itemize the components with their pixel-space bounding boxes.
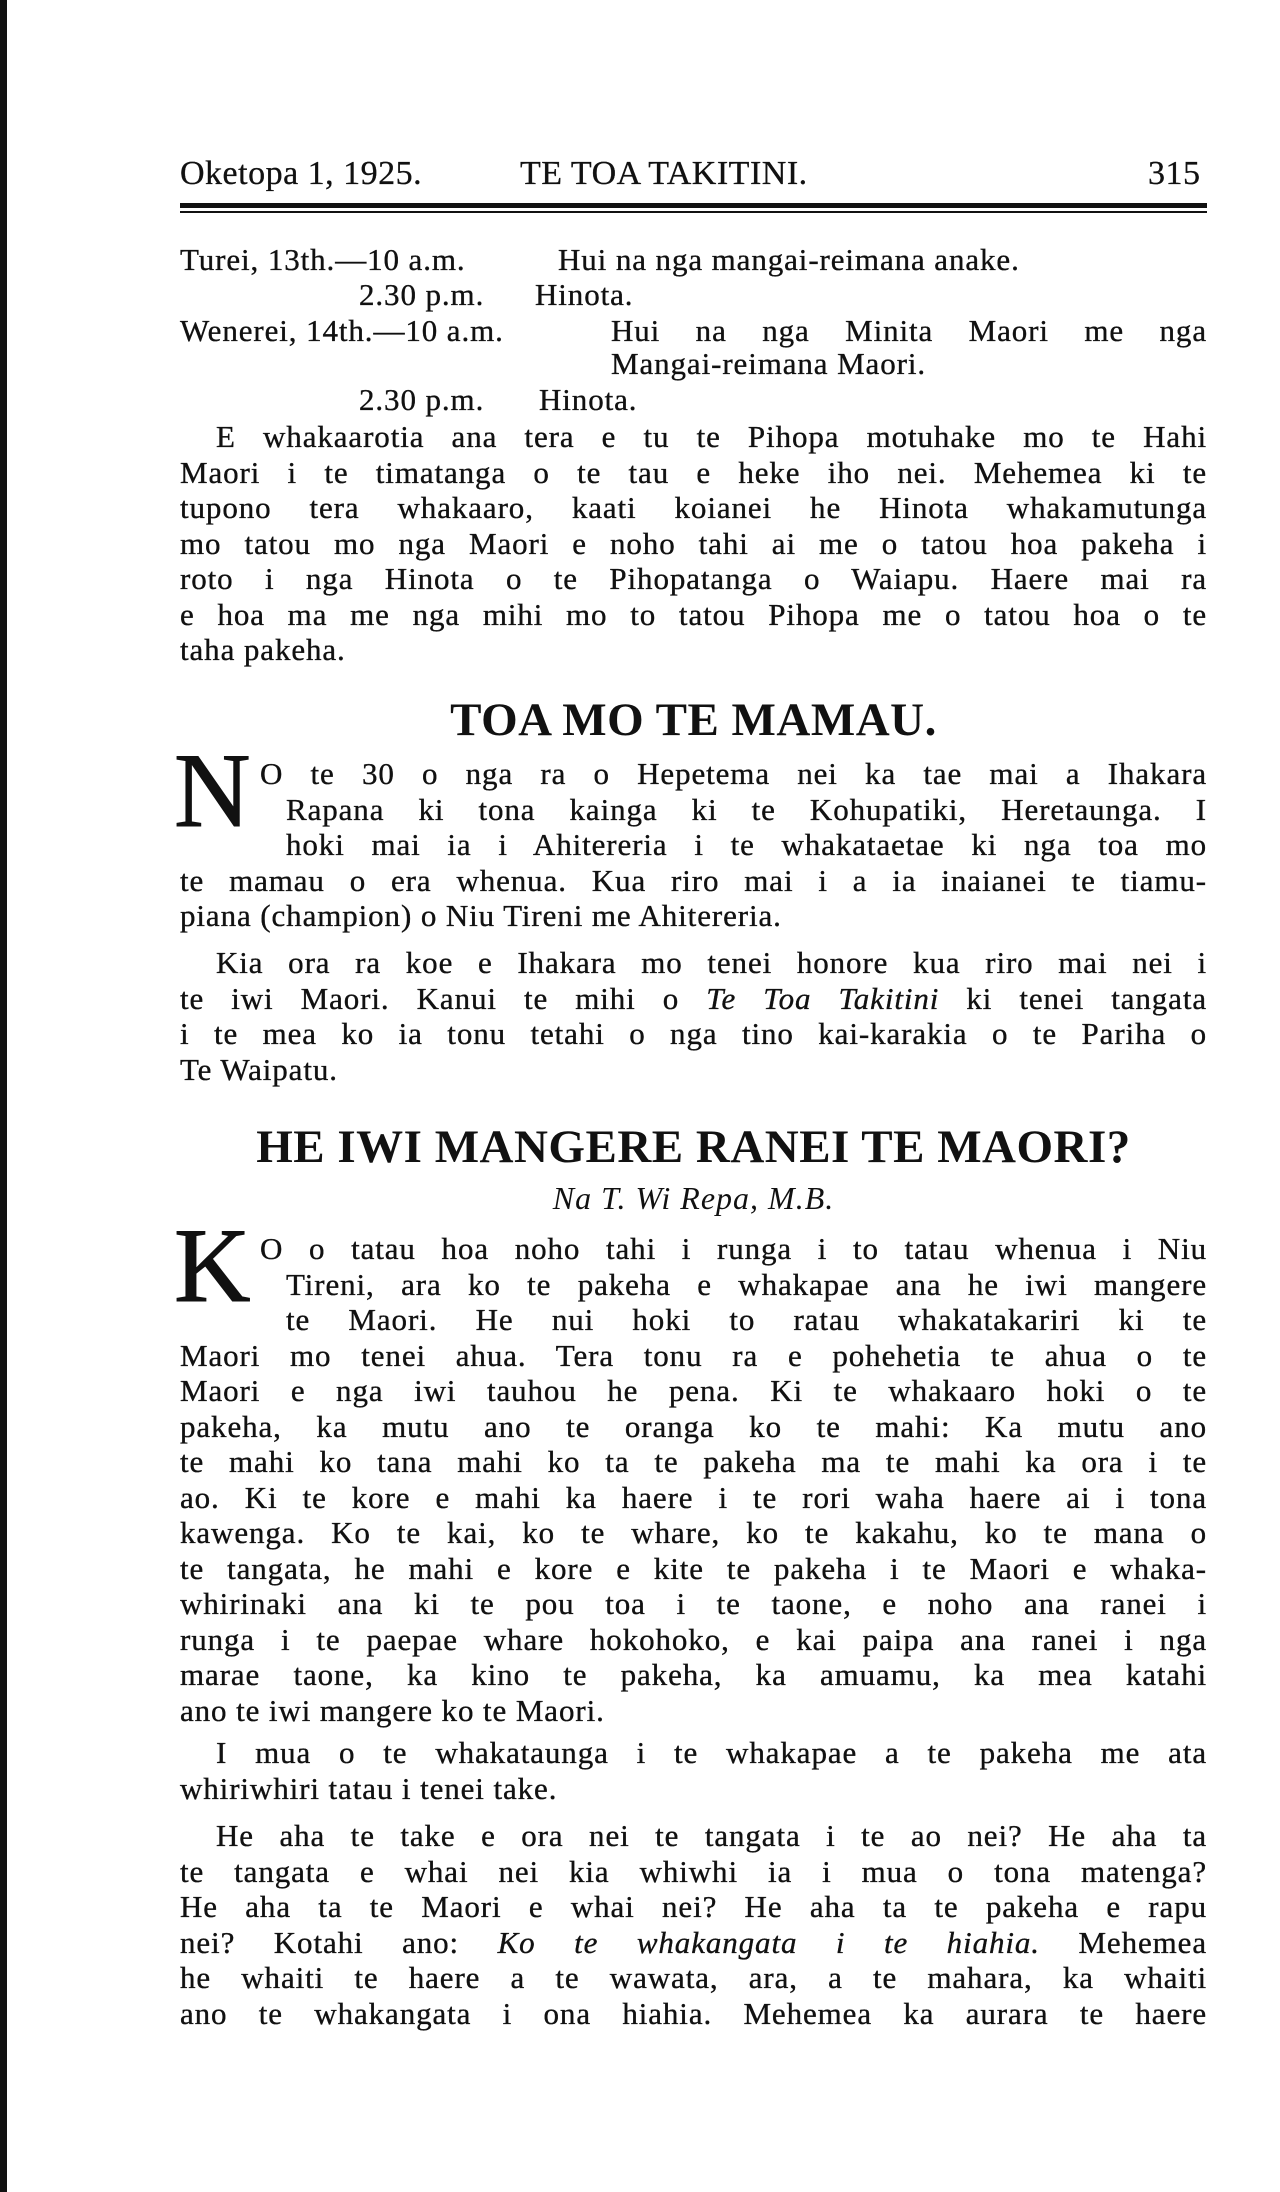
text-line: taha pakeha.	[180, 632, 346, 667]
schedule-day: Turei, 13th.—10 a.m.	[180, 242, 466, 277]
article-byline: Na T. Wi Repa, M.B.	[552, 1180, 835, 1216]
schedule-day: Wenerei, 14th.—10 a.m.	[180, 313, 504, 348]
text-line: te mamau o era whenua. Kua riro mai i a ia inaianei te tiamu-	[180, 862, 1207, 898]
article-paragraph	[180, 1231, 1207, 1728]
text-line: e hoa ma me nga mihi mo to tatou Pihopa me o tatou hoa o te	[180, 596, 1207, 632]
text-line: te tangata, he mahi e kore e kite te pakeha i te Maori e whaka-	[180, 1550, 1207, 1586]
article-heading: HE IWI MANGERE RANEI TE MAORI?	[256, 1121, 1131, 1173]
schedule-event: Mangai-reimana Maori.	[611, 346, 927, 381]
section-heading-wrestling: TOA MO TE MAMAU.	[450, 694, 937, 746]
text-line: O te 30 o nga ra o Hepetema nei ka tae mai a Ihakara	[260, 756, 1207, 791]
text-line: I mua o te whakataunga i te whakapae a te pakeha me ata	[216, 1735, 1207, 1770]
text-segment: te iwi Maori. Kanui te mihi o	[180, 980, 707, 1016]
sport-paragraph	[180, 756, 1207, 934]
header-date: Oketopa 1, 1925.	[180, 155, 423, 192]
schedule-event: Hui na nga mangai-reimana anake.	[558, 242, 1020, 277]
text-line: i te mea ko ia tonu tetahi o nga tino kai-karakia o te Pariha o	[180, 1016, 1207, 1051]
text-line: pakeha, ka mutu ano te oranga ko te mahi: Ka mutu ano	[180, 1408, 1207, 1444]
text-line: roto i nga Hinota o te Pihopatanga o Waiapu. Haere mai ra	[180, 561, 1207, 596]
text-line: te Maori. He nui hoki to ratau whakatakariri ki te	[286, 1302, 1207, 1337]
schedule-event: Hinota.	[535, 277, 634, 312]
text-line: piana (champion) o Niu Tireni me Ahitereria.	[180, 898, 782, 933]
schedule-event: Hui na nga Minita Maori me nga	[611, 313, 1207, 348]
text-line: ano te whakangata i ona hiahia. Mehemea ka aurara te haere	[180, 1995, 1207, 2031]
text-line: te tangata e whai nei kia whiwhi ia i mua o tona matenga?	[180, 1853, 1207, 1889]
italic-title: Ko te whakangata i te hiahia.	[497, 1924, 1040, 1960]
text-line: Kia ora ra koe e Ihakara mo tenei honore kua riro mai nei i	[216, 945, 1207, 980]
text-line: kawenga. Ko te kai, ko te whare, ko te kakahu, ko te mana o	[180, 1515, 1207, 1550]
text-line: Te Waipatu.	[180, 1051, 338, 1087]
italic-title: Te Toa Takitini	[706, 980, 940, 1016]
text-line: Rapana ki tona kainga ki te Kohupatiki, Heretaunga. I	[286, 791, 1207, 827]
page-edge	[0, 0, 7, 2192]
text-segment: Mehemea	[1039, 1924, 1207, 1960]
header-rule	[180, 203, 1207, 208]
text-line: runga i te paepae whare hokohoko, e kai paipa ana ranei i nga	[180, 1621, 1207, 1657]
header-page-number: 315	[1148, 155, 1201, 192]
text-line: marae taone, ka kino te pakeha, ka amuamu, ka mea katahi	[180, 1657, 1207, 1692]
article-paragraph	[180, 1735, 1207, 1806]
text-line: Maori e nga iwi tauhou he pena. Ki te whakaaro hoki o te	[180, 1373, 1207, 1408]
schedule-event: Hinota.	[539, 382, 638, 417]
text-line: ao. Ki te kore e mahi ka haere i te rori waha haere ai i tona	[180, 1479, 1207, 1515]
text-line: He aha ta te Maori e whai nei? He aha ta te pakeha e rapu	[180, 1889, 1207, 1924]
text-segment: ki tenei tangata	[939, 980, 1207, 1016]
text-line	[180, 1925, 1207, 1961]
drop-cap: N	[174, 732, 251, 849]
schedule-time: 2.30 p.m.	[359, 382, 485, 417]
text-line: te mahi ko tana mahi ko ta te pakeha ma te mahi ka ora i te	[180, 1444, 1207, 1479]
sport-paragraph	[180, 945, 1207, 1087]
schedule-time: 2.30 p.m.	[359, 277, 485, 312]
header-rule-thin	[180, 211, 1207, 213]
text-line: hoki mai ia i Ahitereria i te whakataetae ki nga toa mo	[286, 827, 1207, 862]
text-line: Tireni, ara ko te pakeha e whakapae ana he iwi mangere	[286, 1266, 1207, 1302]
text-line: whirinaki ana ki te pou toa i te taone, e noho ana ranei i	[180, 1586, 1207, 1621]
text-line	[180, 981, 1207, 1017]
text-segment: nei? Kotahi ano:	[180, 1924, 498, 1960]
text-line: tupono tera whakaaro, kaati koianei he Hinota whakamutunga	[180, 490, 1207, 525]
drop-cap: K	[174, 1207, 251, 1324]
text-line: whiriwhiri tatau i tenei take.	[180, 1770, 558, 1806]
text-line: Maori i te timatanga o te tau e heke iho nei. Mehemea ki te	[180, 454, 1207, 490]
text-line: O o tatau hoa noho tahi i runga i to tatau whenua i Niu	[260, 1231, 1207, 1266]
text-line: mo tatou mo nga Maori e noho tahi ai me o tatou hoa pakeha i	[180, 525, 1207, 561]
article-paragraph	[180, 1818, 1207, 2031]
text-line: he whaiti te haere a te wawata, ara, a te mahara, ka whaiti	[180, 1960, 1207, 1995]
notice-paragraph	[180, 419, 1207, 668]
text-line: He aha te take e ora nei te tangata i te ao nei? He aha ta	[216, 1818, 1207, 1853]
text-line: E whakaarotia ana tera e tu te Pihopa motuhake mo te Hahi	[216, 419, 1207, 454]
header-title: TE TOA TAKITINI.	[520, 155, 808, 192]
text-line: ano te iwi mangere ko te Maori.	[180, 1692, 605, 1728]
text-line: Maori mo tenei ahua. Tera tonu ra e pohehetia te ahua o te	[180, 1337, 1207, 1373]
